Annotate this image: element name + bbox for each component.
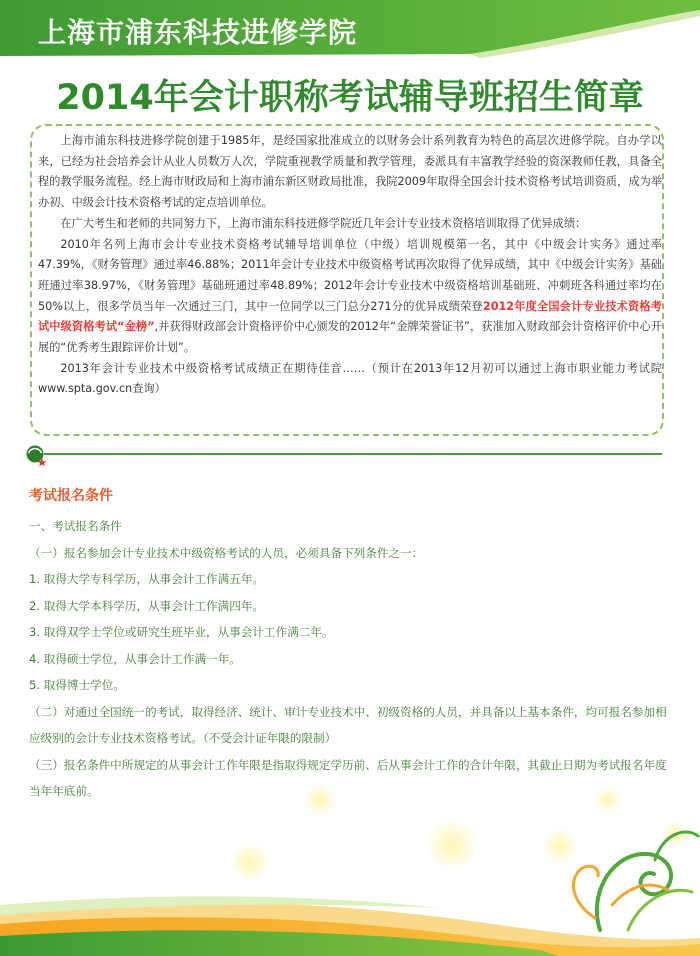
requirement-item: 2. 取得大学本科学历，从事会计工作满四年。 [29, 598, 265, 613]
intro-paragraph-4: 2013年会计专业技术中级资格考试成绩正在期待佳音……（预计在2013年12月初可以通过上海市职业能力考试院www.spta.gov.cn查询） [38, 361, 662, 396]
requirement-item: 3. 取得双学士学位或研究生班毕业，从事会计工作满二年。 [29, 625, 334, 639]
achievements-text: 2010年名列上海市会计专业技术资格考试辅导培训单位（中级）培训规模第一名，其中《中级会计实务》通过率47.39%，《财务管理》通过率46.88%；2011年会计专业技术中级资格考试再次取得了优异成绩，其中《中级会计实务》基础班通过率38.97%，《财务管理》基础班通过率48.89%；2012年会计专业技术中级资格培训基础班、冲刺班各科通过率均在50%以上，很多学员当年一次通过三门，其中一位同学以三门总分271分的优异成绩荣登 [38, 237, 662, 313]
requirement-item: 5. 取得博士学位。 [29, 678, 125, 692]
star-badge-icon [25, 444, 49, 468]
requirement-item: （三）报名条件中所规定的从事会计工作年限是指取得规定学历前、后从事会计工作的合计年限，其截止日期为考试报名年度当年年底前。 [29, 757, 667, 798]
requirement-item: （一）报名参加会计专业技术中级资格考试的人员，必须具备下列条件之一： [29, 545, 424, 560]
page-title: 2014年会计职称考试辅导班招生简章 [56, 78, 644, 118]
institute-name: 上海市浦东科技进修学院 [38, 16, 358, 49]
requirement-item: 一、考试报名条件 [29, 519, 122, 533]
intro-paragraph-2: 在广大考生和老师的共同努力下，上海市浦东科技进修学院近几年会计专业技术资格培训取得了优异成绩： [60, 216, 587, 230]
requirements-heading: 考试报名条件 [29, 488, 113, 504]
intro-paragraph-1: 上海市浦东科技进修学院创建于1985年，是经国家批准成立的以财务会计系列教育为特色的高层次进修学院。自办学以来，已经为社会培养会计从业人员数万人次，学院重视教学质量和教学管理，委派具有丰富教学经验的资深教师任教，具备全程的教学服务流程。经上海市财政局和上海市浦东新区财政局批准，我院2009年取得全国会计技术资格考试培训资质，成为举办初、中级会计技术资格考试的定点培训单位。 [38, 134, 662, 210]
intro-section [38, 131, 662, 400]
achievements-text-end: ,并获得财政部会计资格评价中心颁发的2012年“金牌荣誉证书”，获准加入财政部会计资格评价中心开展的“优秀考生跟踪评价计划”。 [38, 320, 662, 355]
requirements-list [29, 513, 669, 805]
requirement-item: 4. 取得硕士学位，从事会计工作满一年。 [29, 651, 241, 666]
requirement-item: （二）对通过全国统一的考试，取得经济、统计、审计专业技术中、初级资格的人员，并具备以上基本条件，均可报名参加相应级别的会计专业技术资格考试。（不受会计证年限的限制） [29, 704, 667, 745]
intro-paragraph-3 [38, 235, 662, 359]
requirement-item: 1. 取得大学专科学历，从事会计工作满五年。 [29, 572, 265, 586]
honor-highlight: 2012年度全国会计专业技术资格考试中级资格考试“金榜” [38, 299, 662, 334]
section-divider [44, 453, 662, 455]
